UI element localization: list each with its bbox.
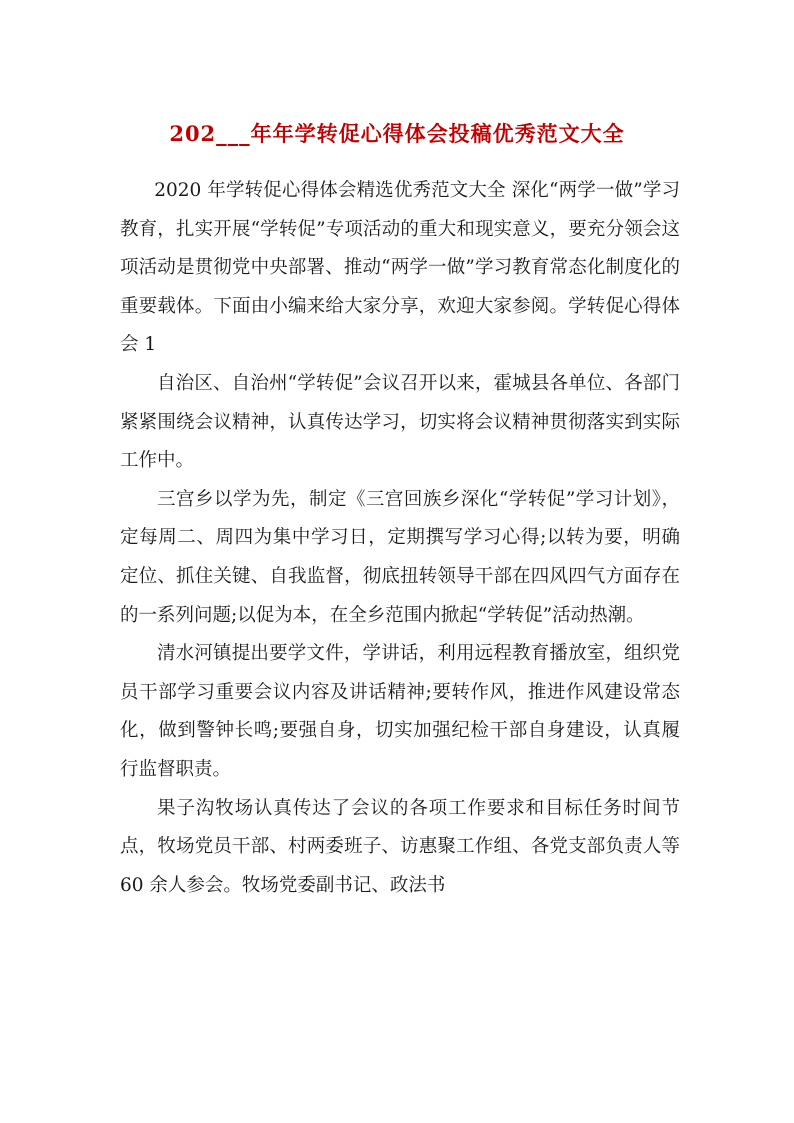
paragraph-5: 果子沟牧场认真传达了会议的各项工作要求和目标任务时间节点，牧场党员干部、村两委班子、访惠聚工作组、各党支部负责人等 60 余人参会。牧场党委副书记、政法书 [120, 797, 680, 896]
document-title: 202___年年学转促心得体会投稿优秀范文大全 [169, 121, 625, 147]
paragraph-4: 清水河镇提出要学文件，学讲话，利用远程教育播放室，组织党员干部学习重要会议内容及讲话精神;要转作风，推进作风建设常态化，做到警钟长鸣;要强自身，切实加强纪检干部自身建设，认真履行监督职责。 [120, 643, 680, 780]
paragraph-3: 三宫乡以学为先，制定《三宫回族乡深化“学转促”学习计划》，定每周二、周四为集中学习日，定期撰写学习心得;以转为要，明确定位、抓住关键、自我监督，彻底扭转领导干部在四风四气方面存在的一系列问题;以促为本，在全乡范围内掀起“学转促”活动热潮。 [120, 488, 680, 626]
paragraph-2: 自治区、自治州“学转促”会议召开以来，霍城县各单位、各部门紧紧围绕会议精神，认真传达学习，切实将会议精神贯彻落实到实际工作中。 [120, 372, 680, 472]
paragraph-intro: 2020 年学转促心得体会精选优秀范文大全 深化“两学一做”学习教育，扎实开展“学转促”专项活动的重大和现实意义，要充分领会这项活动是贯彻党中央部署、推动“两学一做”学习教育常态化制度化的重要载体。下面由小编来给大家分享，欢迎大家参阅。学转促心得体会 1 [120, 180, 680, 356]
document-body [120, 172, 680, 905]
